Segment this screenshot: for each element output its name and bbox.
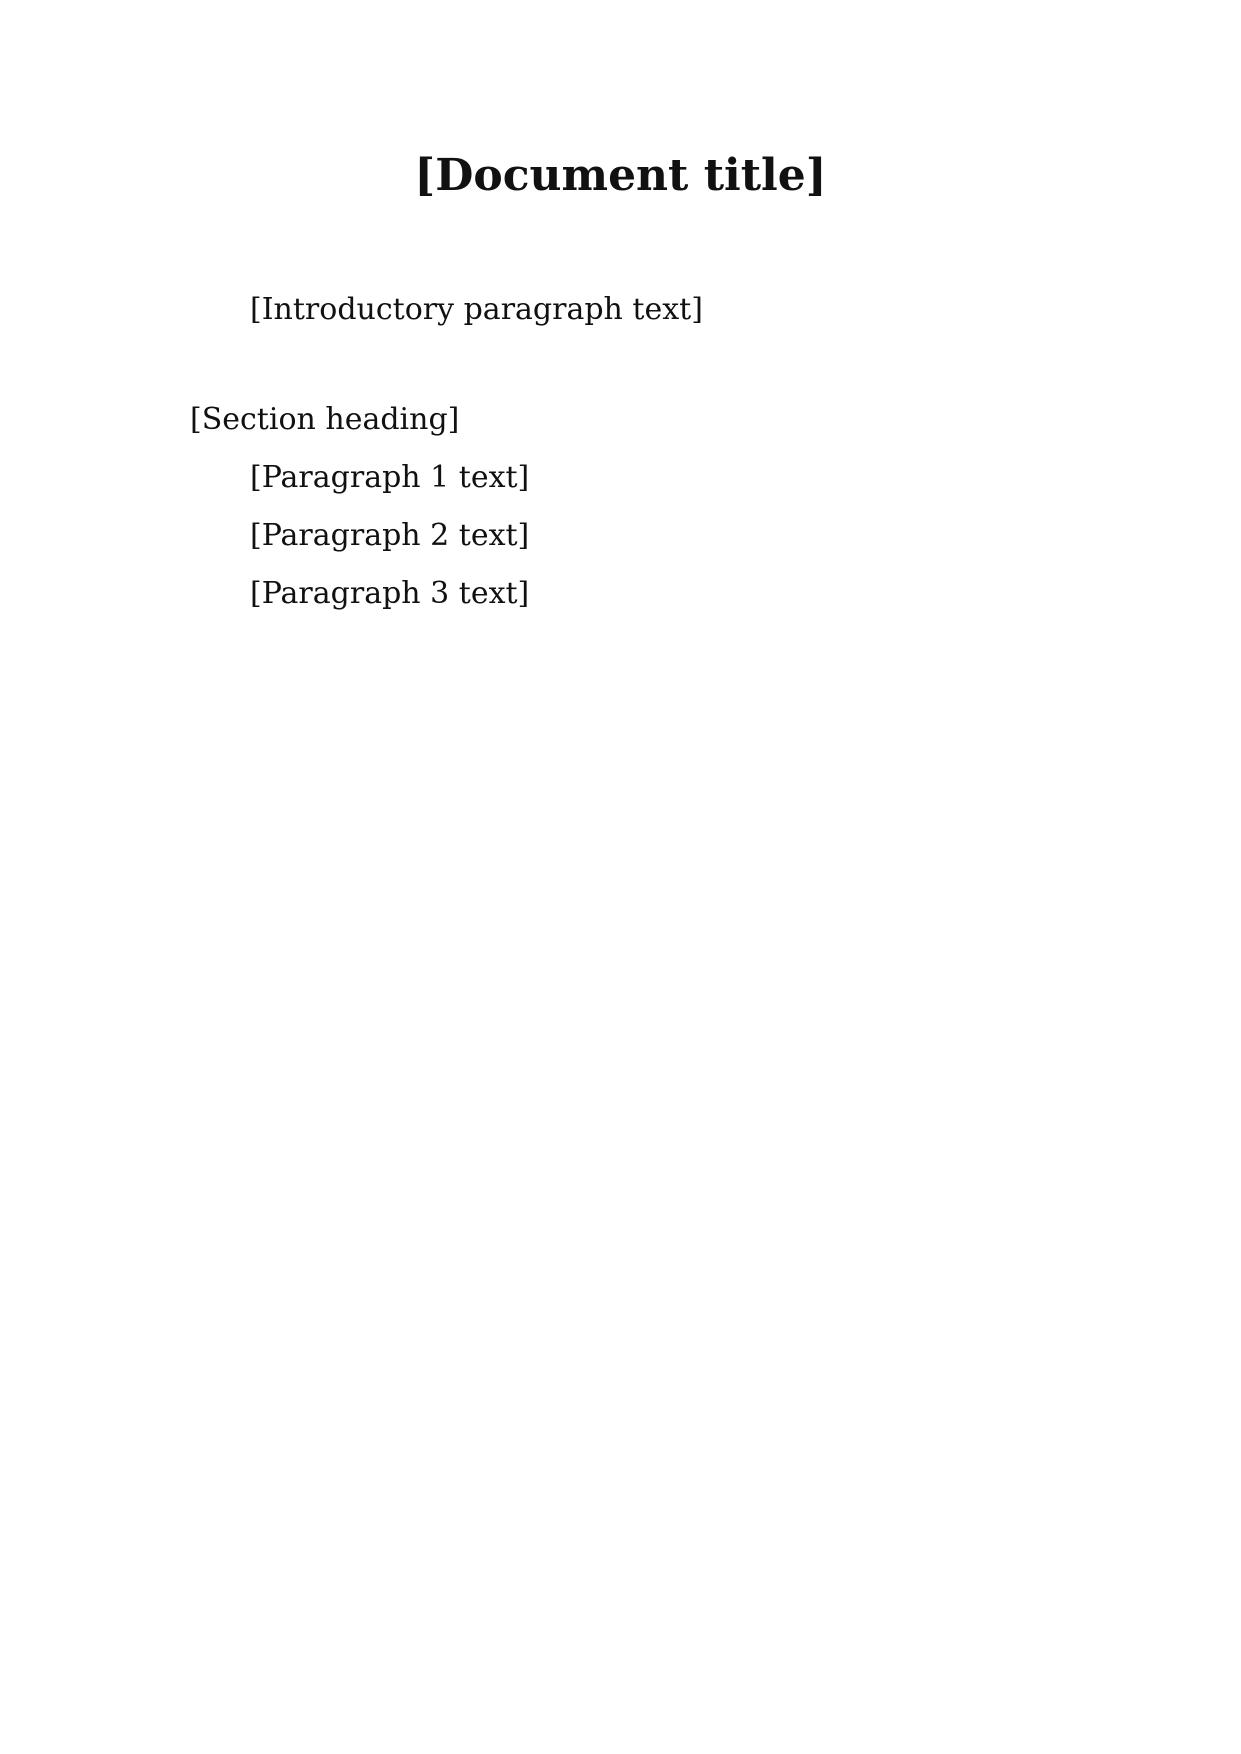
page-title: [Document title]: [414, 150, 827, 201]
body-paragraph: [Paragraph 1 text]: [250, 460, 530, 495]
section-heading: [Section heading]: [190, 402, 460, 437]
body-paragraph: [Paragraph 2 text]: [250, 518, 530, 553]
body-paragraph: [Paragraph 3 text]: [250, 576, 530, 611]
intro-paragraph: [Introductory paragraph text]: [250, 292, 703, 327]
